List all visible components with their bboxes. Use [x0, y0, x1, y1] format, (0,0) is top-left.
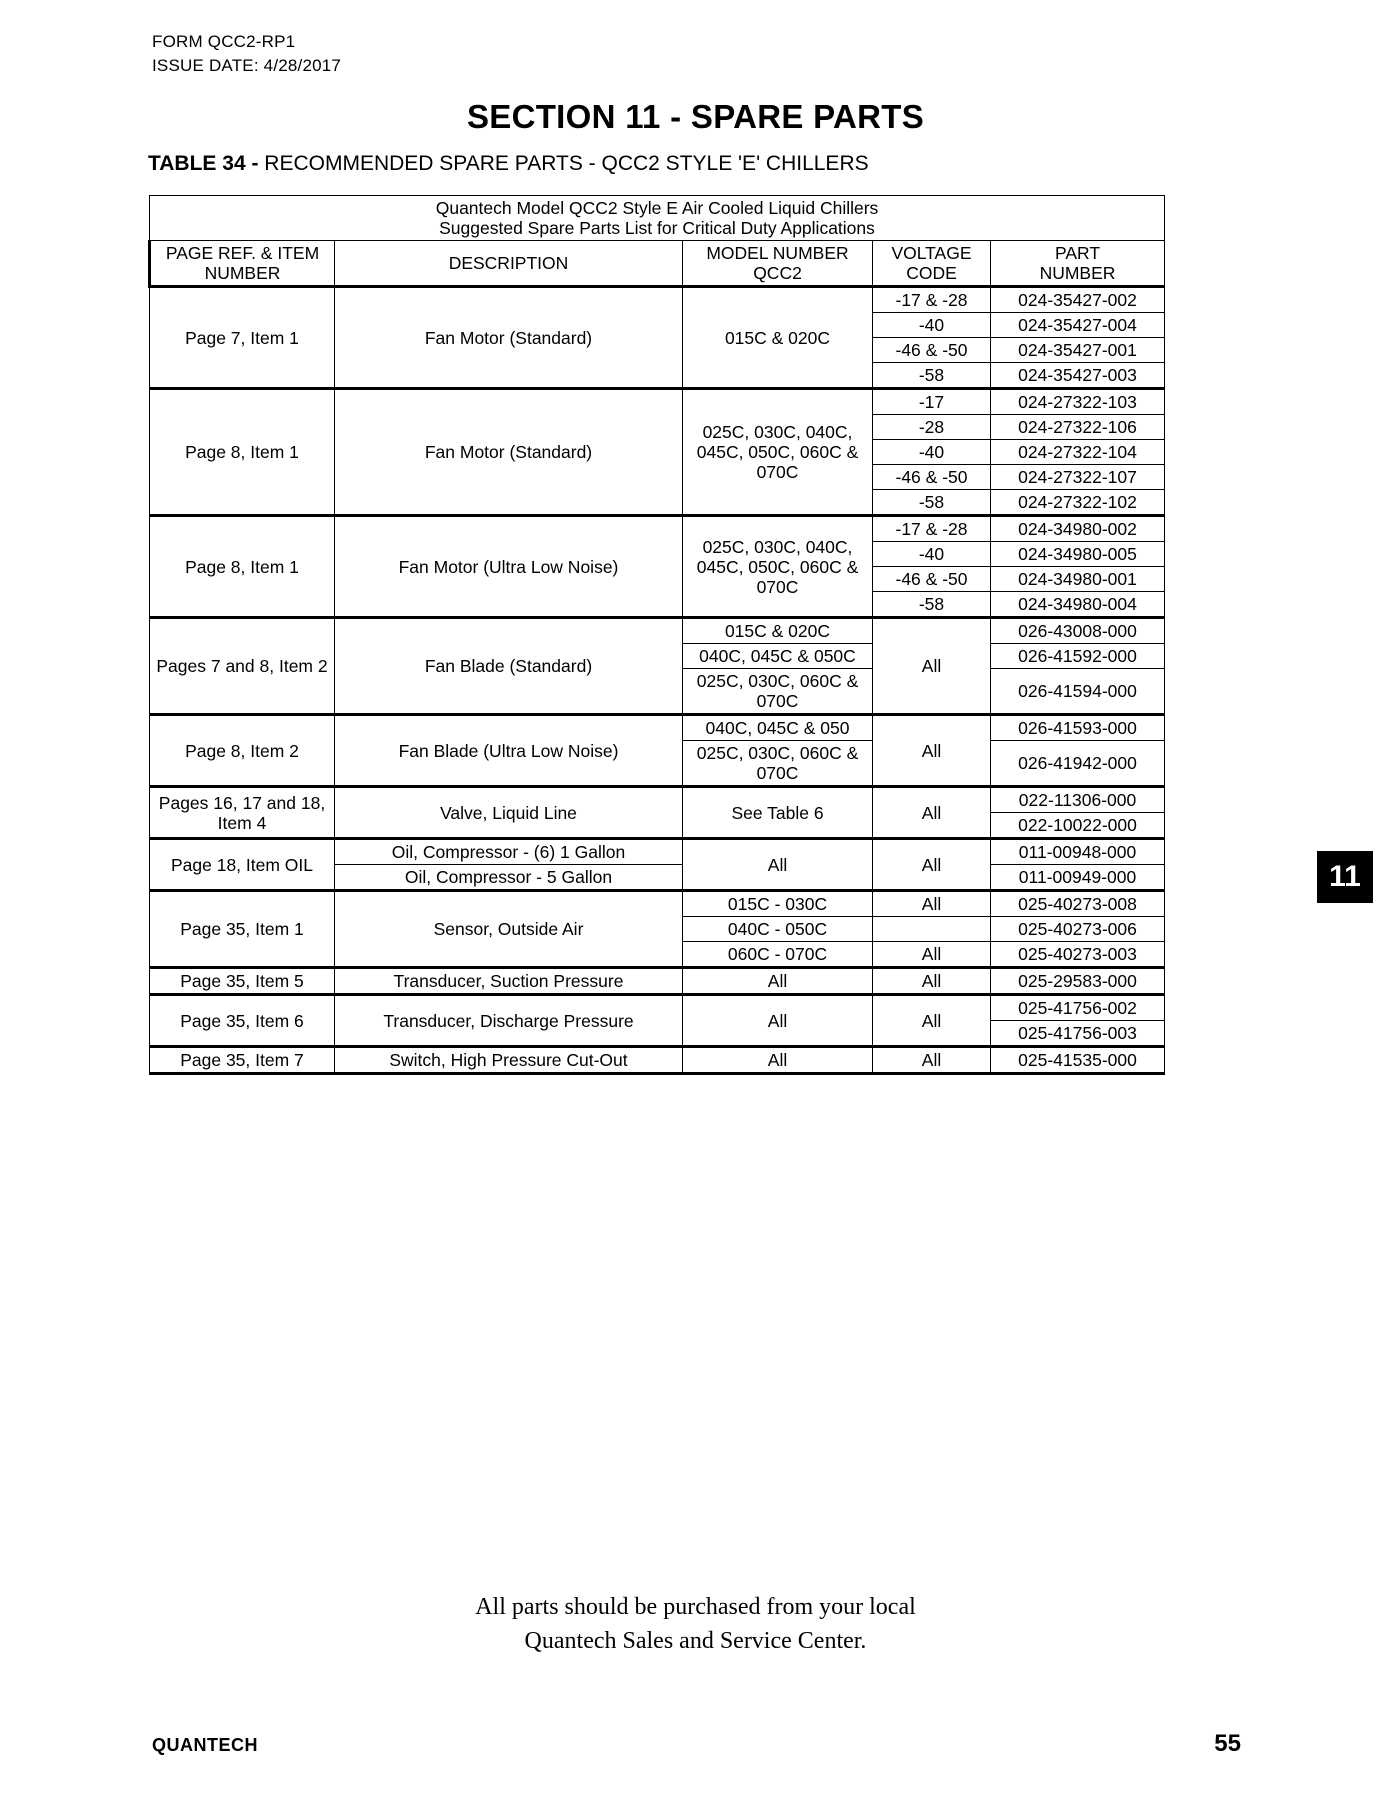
- table-caption: [148, 152, 869, 176]
- table-title-row: [150, 196, 1165, 241]
- cell-part: 025-40273-006: [991, 917, 1165, 942]
- column-header-voltage-line1: VOLTAGE: [891, 243, 972, 263]
- cell-model: 025C, 030C, 040C, 045C, 050C, 060C & 070C: [683, 389, 873, 516]
- cell-description: Fan Motor (Ultra Low Noise): [335, 516, 683, 618]
- cell-voltage: All: [873, 1047, 991, 1074]
- cell-voltage: -28: [873, 415, 991, 440]
- column-header-voltage-code: [873, 241, 991, 287]
- footer-company: QUANTECH: [152, 1735, 258, 1755]
- cell-voltage: -40: [873, 440, 991, 465]
- cell-part: 026-41592-000: [991, 644, 1165, 669]
- cell-model: 015C & 020C: [683, 618, 873, 644]
- column-header-part-line1: PART: [1054, 243, 1101, 263]
- page-title: SECTION 11 - SPARE PARTS: [466, 98, 925, 135]
- cell-voltage: All: [873, 891, 991, 917]
- cell-description: Fan Motor (Standard): [335, 389, 683, 516]
- cell-page-ref: Pages 7 and 8, Item 2: [150, 618, 335, 715]
- cell-page-ref: Page 18, Item OIL: [150, 839, 335, 891]
- table-row: [150, 839, 1165, 865]
- column-header-model-line2: QCC2: [753, 263, 802, 283]
- table-row: [150, 516, 1165, 542]
- table-body: [150, 287, 1165, 1074]
- cell-voltage: -46 & -50: [873, 465, 991, 490]
- table-header-row: [150, 241, 1165, 287]
- issue-date: ISSUE DATE: 4/28/2017: [152, 56, 342, 75]
- cell-description: Oil, Compressor - (6) 1 Gallon: [335, 839, 683, 865]
- cell-voltage: All: [873, 942, 991, 968]
- table-row: [150, 787, 1165, 813]
- cell-voltage: All: [873, 787, 991, 839]
- cell-description: Oil, Compressor - 5 Gallon: [335, 865, 683, 891]
- column-header-page-ref: [150, 241, 335, 287]
- column-header-part-line2: NUMBER: [1039, 263, 1116, 283]
- cell-voltage: -40: [873, 313, 991, 338]
- cell-voltage: All: [873, 995, 991, 1047]
- cell-page-ref: Page 7, Item 1: [150, 287, 335, 389]
- column-header-description: DESCRIPTION: [335, 241, 683, 287]
- cell-page-ref: Page 35, Item 5: [150, 968, 335, 995]
- purchase-note-line2: Quantech Sales and Service Center.: [524, 1628, 867, 1654]
- cell-part: 025-41756-002: [991, 995, 1165, 1021]
- cell-part: 024-34980-002: [991, 516, 1165, 542]
- cell-voltage: -58: [873, 490, 991, 516]
- cell-part: 025-40273-003: [991, 942, 1165, 968]
- cell-voltage: -17 & -28: [873, 287, 991, 313]
- table-title-cell: [150, 196, 1165, 241]
- cell-model: All: [683, 1047, 873, 1074]
- cell-voltage: All: [873, 715, 991, 787]
- cell-page-ref: Page 35, Item 1: [150, 891, 335, 968]
- cell-part: 025-40273-008: [991, 891, 1165, 917]
- cell-part: 022-11306-000: [991, 787, 1165, 813]
- cell-model: All: [683, 839, 873, 891]
- cell-page-ref: Page 8, Item 2: [150, 715, 335, 787]
- cell-voltage: -46 & -50: [873, 338, 991, 363]
- table-row: [150, 995, 1165, 1021]
- cell-part: 025-41535-000: [991, 1047, 1165, 1074]
- cell-voltage: -58: [873, 592, 991, 618]
- cell-part: 026-41942-000: [991, 741, 1165, 787]
- cell-description: Transducer, Suction Pressure: [335, 968, 683, 995]
- column-header-page-ref-line1: PAGE REF. & ITEM: [165, 243, 320, 263]
- cell-part: 026-43008-000: [991, 618, 1165, 644]
- cell-part: 011-00948-000: [991, 839, 1165, 865]
- cell-voltage: All: [873, 968, 991, 995]
- cell-part: 024-27322-107: [991, 465, 1165, 490]
- section-number-tab: 11: [1317, 851, 1373, 903]
- spare-parts-table: [148, 195, 1165, 1075]
- cell-description: Switch, High Pressure Cut-Out: [335, 1047, 683, 1074]
- table-head: [150, 196, 1165, 287]
- cell-part: 026-41594-000: [991, 669, 1165, 715]
- cell-model: 040C, 045C & 050C: [683, 644, 873, 669]
- cell-voltage: -58: [873, 363, 991, 389]
- cell-model: 015C - 030C: [683, 891, 873, 917]
- form-number: FORM QCC2-RP1: [152, 32, 296, 51]
- cell-model: See Table 6: [683, 787, 873, 839]
- form-header: [152, 30, 341, 78]
- cell-model: All: [683, 995, 873, 1047]
- column-header-model-line1: MODEL NUMBER: [706, 243, 849, 263]
- cell-part: 025-29583-000: [991, 968, 1165, 995]
- cell-part: 024-27322-106: [991, 415, 1165, 440]
- cell-model: 025C, 030C, 060C & 070C: [683, 669, 873, 715]
- cell-description: Fan Motor (Standard): [335, 287, 683, 389]
- cell-voltage: -17 & -28: [873, 516, 991, 542]
- table-row: [150, 618, 1165, 644]
- spare-parts-table-wrapper: [148, 195, 1143, 1075]
- cell-voltage: All: [873, 618, 991, 715]
- cell-voltage: All: [873, 839, 991, 891]
- cell-part: 025-41756-003: [991, 1021, 1165, 1047]
- cell-description: Fan Blade (Ultra Low Noise): [335, 715, 683, 787]
- cell-page-ref: Pages 16, 17 and 18, Item 4: [150, 787, 335, 839]
- cell-voltage: [873, 917, 991, 942]
- cell-page-ref: Page 35, Item 6: [150, 995, 335, 1047]
- table-title-line2: Suggested Spare Parts List for Critical Duty Applications: [439, 218, 875, 238]
- cell-description: Fan Blade (Standard): [335, 618, 683, 715]
- table-row: [150, 715, 1165, 741]
- cell-part: 022-10022-000: [991, 813, 1165, 839]
- cell-part: 024-35427-001: [991, 338, 1165, 363]
- purchase-note: [0, 1590, 1391, 1658]
- cell-part: 026-41593-000: [991, 715, 1165, 741]
- cell-model: 040C, 045C & 050: [683, 715, 873, 741]
- footer-page-number: 55: [1214, 1730, 1241, 1757]
- cell-part: 024-27322-102: [991, 490, 1165, 516]
- table-caption-text: RECOMMENDED SPARE PARTS - QCC2 STYLE 'E' CHILLERS: [264, 152, 869, 175]
- cell-model: 040C - 050C: [683, 917, 873, 942]
- purchase-note-line1: All parts should be purchased from your local: [475, 1594, 916, 1620]
- table-row: [150, 891, 1165, 917]
- cell-part: 011-00949-000: [991, 865, 1165, 891]
- cell-model: 060C - 070C: [683, 942, 873, 968]
- cell-part: 024-34980-004: [991, 592, 1165, 618]
- column-header-part-number: [991, 241, 1165, 287]
- column-header-voltage-line2: CODE: [906, 263, 957, 283]
- cell-part: 024-34980-005: [991, 542, 1165, 567]
- cell-voltage: -17: [873, 389, 991, 415]
- table-row: [150, 389, 1165, 415]
- cell-voltage: -46 & -50: [873, 567, 991, 592]
- table-row: [150, 287, 1165, 313]
- cell-voltage: -40: [873, 542, 991, 567]
- table-title-line1: Quantech Model QCC2 Style E Air Cooled Liquid Chillers: [435, 198, 879, 218]
- cell-model: 025C, 030C, 060C & 070C: [683, 741, 873, 787]
- cell-description: Valve, Liquid Line: [335, 787, 683, 839]
- cell-model: 025C, 030C, 040C, 045C, 050C, 060C & 070C: [683, 516, 873, 618]
- column-header-page-ref-line2: NUMBER: [204, 263, 281, 283]
- cell-part: 024-34980-001: [991, 567, 1165, 592]
- cell-part: 024-35427-004: [991, 313, 1165, 338]
- cell-part: 024-27322-104: [991, 440, 1165, 465]
- cell-page-ref: Page 35, Item 7: [150, 1047, 335, 1074]
- cell-part: 024-35427-003: [991, 363, 1165, 389]
- cell-part: 024-27322-103: [991, 389, 1165, 415]
- cell-page-ref: Page 8, Item 1: [150, 389, 335, 516]
- cell-model: 015C & 020C: [683, 287, 873, 389]
- cell-description: Transducer, Discharge Pressure: [335, 995, 683, 1047]
- cell-description: Sensor, Outside Air: [335, 891, 683, 968]
- table-row: [150, 968, 1165, 995]
- table-row: [150, 1047, 1165, 1074]
- table-caption-label: TABLE 34 -: [148, 152, 265, 175]
- cell-part: 024-35427-002: [991, 287, 1165, 313]
- cell-model: All: [683, 968, 873, 995]
- column-header-model-number: [683, 241, 873, 287]
- cell-page-ref: Page 8, Item 1: [150, 516, 335, 618]
